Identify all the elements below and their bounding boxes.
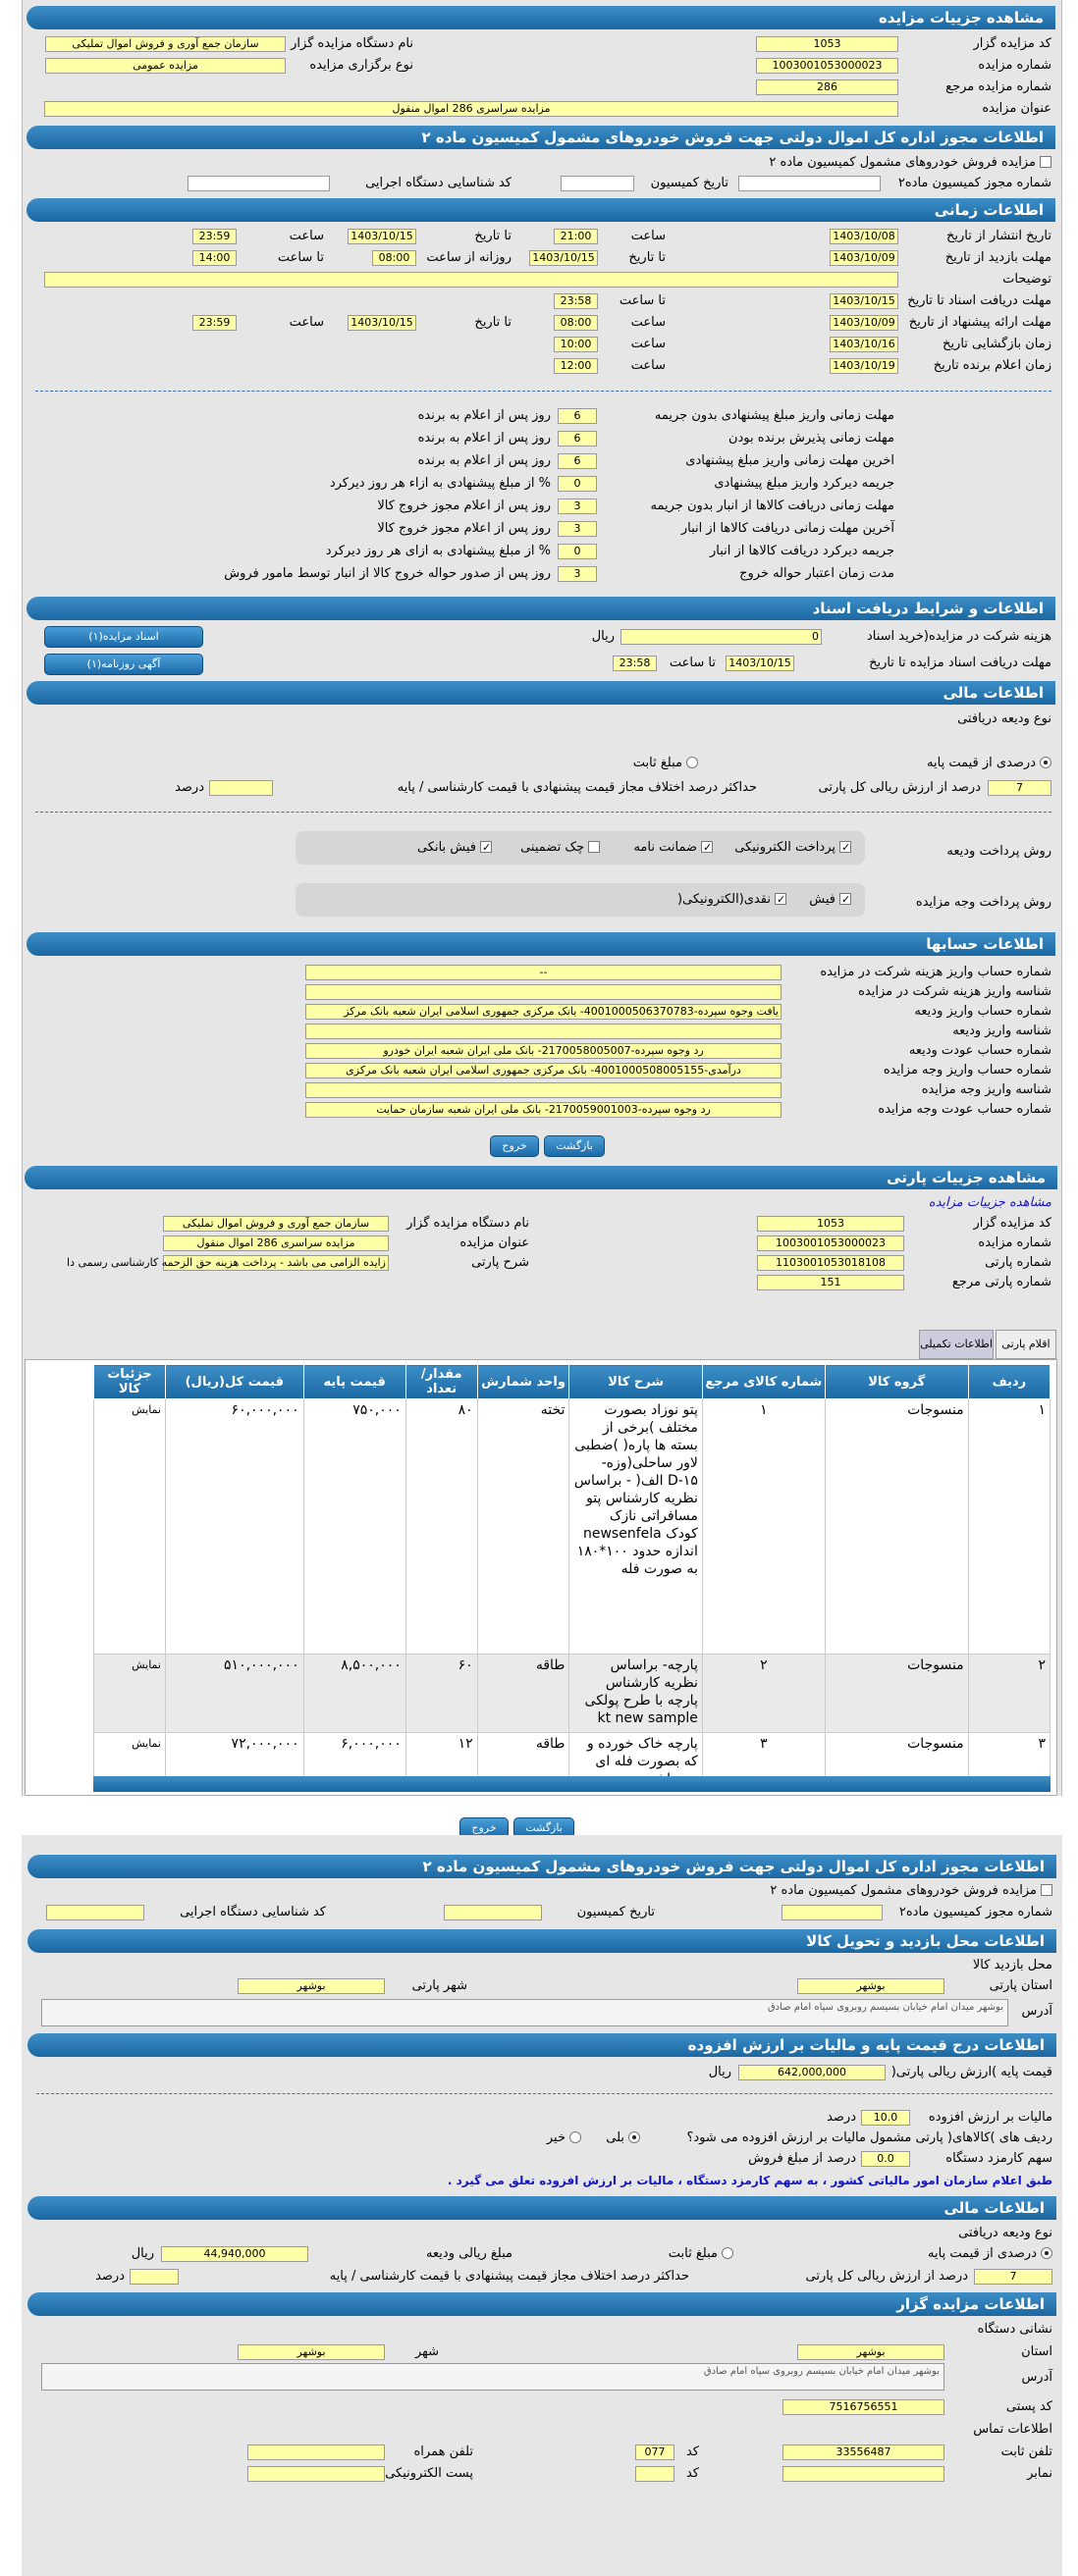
offer-to-time-field[interactable]: 23:59 <box>192 315 237 331</box>
price-pay-label: روش پرداخت وجه مزایده <box>915 895 1051 910</box>
vat-label: مالیات بر ارزش افزوده <box>928 2110 1052 2125</box>
code-field[interactable]: 077 <box>635 2445 674 2460</box>
exec-id-field[interactable] <box>188 176 330 191</box>
max-diff2-unit: درصد <box>95 2269 125 2284</box>
commission2-label: تاریخ کمیسیون <box>576 1905 655 1919</box>
method-label: فیش بانکی <box>416 840 476 855</box>
section-header-timing: اطلاعات زمانی <box>27 198 1055 222</box>
tab-items[interactable]: اقلام پارتی <box>996 1330 1056 1359</box>
method-electronic[interactable] <box>734 839 851 857</box>
account-field[interactable]: یافت وجوه سپرده-4001000506370783- بانک مرکزی جمهوری اسلامی ایران شعبه بانک مرکز <box>305 1004 782 1020</box>
visit-place-subtitle: محل بازدید کالا <box>972 1958 1052 1972</box>
deadline-label: مهلت دریافت اسناد مزایده تا تاریخ <box>869 656 1051 670</box>
deposit2-type-label: نوع ودیعه دریافتی <box>958 2226 1052 2240</box>
subject-label: عنوان مزایده <box>982 101 1051 116</box>
party-auction-no-label: شماره مزایده <box>978 1235 1051 1250</box>
table-footer-bar <box>93 1776 1051 1792</box>
vat-field[interactable]: 10.0 <box>861 2110 910 2126</box>
account-field[interactable] <box>305 984 782 1000</box>
fax-field[interactable] <box>782 2466 944 2482</box>
section-header-org-info: اطلاعات مزایده گزار <box>27 2292 1056 2316</box>
deposit-amount-field[interactable]: 44,940,000 <box>161 2246 308 2262</box>
col-header: واحد شمارش <box>477 1365 569 1399</box>
fee-share-label: سهم کارمزد دستگاه <box>945 2151 1052 2166</box>
fixed2-radio[interactable] <box>722 2247 733 2259</box>
method-cheque[interactable] <box>520 839 600 857</box>
vat-unit: درصد <box>827 2110 856 2125</box>
commission-date-label: تاریخ کمیسیون <box>650 176 728 190</box>
fixed-radio[interactable] <box>686 757 698 768</box>
deposit-percent-field[interactable]: 7 <box>988 780 1051 796</box>
fee-share-unit: درصد از مبلغ فروش <box>748 2151 856 2166</box>
fee-share-field[interactable]: 0.0 <box>861 2151 910 2167</box>
deposit-pay-label: روش پرداخت ودیعه <box>946 844 1051 859</box>
visit-daily-to-field[interactable]: 14:00 <box>192 250 237 266</box>
detail-link[interactable]: نمایش <box>94 1399 166 1655</box>
publish-time-label: ساعت <box>630 229 666 243</box>
method-bank-slip[interactable] <box>417 839 492 857</box>
org-name-field[interactable]: سازمان جمع آوری و فروش اموال تملیکی <box>45 36 286 52</box>
license-checkbox[interactable] <box>1040 156 1051 168</box>
visit-daily-from-field[interactable]: 08:00 <box>372 250 416 266</box>
party-org-name-label: نام دستگاه مزایده گزار <box>406 1216 529 1231</box>
table-row <box>94 1399 1051 1655</box>
vat-yes[interactable] <box>606 2129 640 2147</box>
method-label: نقدی(الکترونیکی( <box>676 892 771 907</box>
deposit-amount-label: مبلغ ریالی ودیعه <box>426 2246 512 2261</box>
percent2-label: درصدی از قیمت پایه <box>928 2246 1037 2261</box>
org-code-field[interactable]: 1053 <box>756 36 898 52</box>
commission-date-field[interactable] <box>561 176 634 191</box>
method-slip[interactable] <box>809 891 851 909</box>
account-label: شناسه واریز وجه مزایده <box>921 1082 1051 1097</box>
party-org-name-field[interactable]: سازمان جمع آوری و فروش اموال تملیکی <box>163 1216 389 1232</box>
deadline-unit: روز پس از اعلام مجوز خروج کالا <box>377 521 551 536</box>
vat-no-radio[interactable] <box>569 2131 581 2143</box>
deadline-unit: % از مبلغ پیشنهادی به ازای هر روز دیرکرد <box>325 544 551 558</box>
phone-field[interactable]: 33556487 <box>782 2445 944 2460</box>
section-header-finance: اطلاعات مالی <box>27 681 1055 705</box>
cell-price: ۸,۵۰۰,۰۰۰ <box>303 1655 405 1733</box>
col-header: ردیف <box>968 1365 1050 1399</box>
max-diff-unit: درصد <box>175 780 204 795</box>
account-field[interactable]: درآمدی-4001000508005155- بانک مرکزی جمهوری اسلامی ایران شعبه بانک مرکزی <box>305 1063 782 1078</box>
party-ref-no-label: شماره پارتی مرجع <box>951 1275 1051 1289</box>
org-address-label: آدرس <box>1021 2370 1052 2385</box>
party-subject-field[interactable]: مزایده سراسری 286 اموال منقول <box>163 1235 389 1251</box>
offer-to-label: تا تاریخ <box>474 315 512 330</box>
col-header: قیمت کل(ریال) <box>165 1365 303 1399</box>
account-field[interactable]: رد وجوه سپرده-2170058005007- بانک ملی ایران شعبه ایران خودرو <box>305 1043 782 1059</box>
winner-time-field[interactable]: 12:00 <box>554 358 598 374</box>
account-label: شماره حساب واریز ودیعه <box>914 1004 1051 1019</box>
col-header: مقدار/ تعداد <box>405 1365 477 1399</box>
back-button[interactable]: بازگشت <box>544 1135 605 1157</box>
permit2-label: شماره مجوز کمیسیون ماده۲ <box>898 1905 1052 1919</box>
section-header-license-2: اطلاعات مجوز اداره کل اموال دولتی جهت فروش خودروهای مشمول کمیسیون ماده ۲ <box>27 1855 1056 1878</box>
deadline-label: آخرین مهلت زمانی دریافت کالاها از انبار <box>680 521 894 536</box>
account-label: شناسه واریز هزینه شرکت در مزایده <box>858 984 1051 999</box>
open-time-field[interactable]: 10:00 <box>554 337 598 352</box>
account-field[interactable]: -- <box>305 965 782 980</box>
fax-label: نمابر <box>1027 2466 1052 2481</box>
base-price-unit: ریال <box>708 2065 731 2079</box>
party-no-label: شماره پارتی <box>985 1255 1051 1270</box>
offer-time-label: ساعت <box>630 315 666 330</box>
mobile-field[interactable] <box>247 2445 385 2460</box>
cell-row: ۲ <box>968 1655 1050 1733</box>
cell-desc: پارچه- براساس نظریه کارشناس پارچه با طرح پولکی kt new sample <box>569 1655 702 1733</box>
cell-row: ۱ <box>968 1399 1050 1655</box>
commission2-field[interactable] <box>444 1905 542 1920</box>
org-city-label: شهر <box>414 2344 439 2359</box>
offer-to-field[interactable]: 1403/10/15 <box>348 315 416 331</box>
docs-deadline-label: مهلت دریافت اسناد تا تاریخ <box>907 293 1051 308</box>
deadline-label: مهلت زمانی پذیرش برنده بودن <box>728 431 894 446</box>
section-header-docs: اطلاعات و شرایط دریافت اسناد <box>27 597 1055 620</box>
deadline-date-field[interactable]: 1403/10/15 <box>726 656 794 671</box>
cell-qty: ۶۰ <box>405 1655 477 1733</box>
deadline-value[interactable]: 3 <box>558 521 597 537</box>
party-desc-label: شرح پارتی <box>471 1255 529 1270</box>
col-header: جزئیات کالا <box>94 1365 166 1399</box>
deadline-unit: روز پس از اعلام مجوز خروج کالا <box>377 499 551 513</box>
deposit-percent-unit: درصد از ارزش ریالی کل پارتی <box>818 780 981 795</box>
publish-to-time-label: ساعت <box>289 229 324 243</box>
col-header: گروه کالا <box>825 1365 968 1399</box>
checkbox[interactable] <box>839 841 851 853</box>
notice-download-button[interactable]: آگهی روزنامه(۱) <box>44 654 203 675</box>
permit-no-field[interactable] <box>738 176 881 191</box>
method-guarantee[interactable] <box>633 839 713 857</box>
docs-time-label: تا ساعت <box>619 293 666 308</box>
section-header-accounts: اطلاعات حسابها <box>27 932 1055 956</box>
auction-no-field[interactable]: 1003001053000023 <box>756 58 898 74</box>
deadline-time-label: تا ساعت <box>669 656 716 670</box>
deadline-label: مهلت زمانی واریز مبلغ پیشنهادی بدون جریمه <box>654 408 894 423</box>
exec-id2-field[interactable] <box>46 1905 144 1920</box>
base-price-field[interactable]: 642,000,000 <box>738 2065 886 2080</box>
party-no-field[interactable]: 1103001053018108 <box>757 1255 904 1271</box>
fixed-option[interactable] <box>633 755 698 772</box>
vat-note: طبق اعلام سازمان امور مالیاتی کشور ، به سهم کارمزد دستگاه ، مالیات بر ارزش افزوده تعلق می گیرد . <box>447 2174 1052 2187</box>
visit-to-field[interactable]: 1403/10/15 <box>529 250 598 266</box>
auction-no-label: شماره مزایده <box>978 58 1051 73</box>
account-label: شماره حساب عودت ودیعه <box>908 1043 1051 1058</box>
percent-option-label: درصدی از قیمت پایه <box>927 756 1036 770</box>
publish-to-field[interactable]: 1403/10/15 <box>348 229 416 244</box>
percent2-option[interactable] <box>928 2245 1052 2263</box>
license2-check-label: مزایده فروش خودروهای مشمول کمیسیون ماده ۲ <box>770 1883 1037 1898</box>
publish-label: تاریخ انتشار از تاریخ <box>945 229 1051 243</box>
phone-label: تلفن ثابت <box>1000 2445 1052 2459</box>
publish-to-time-field[interactable]: 23:59 <box>192 229 237 244</box>
cell-total: ۵۱۰,۰۰۰,۰۰۰ <box>165 1655 303 1733</box>
divider <box>36 2093 1052 2094</box>
deposit2-percent-field[interactable]: 7 <box>974 2269 1052 2285</box>
offer-from-field[interactable]: 1403/10/09 <box>830 315 898 331</box>
deadline-label: جریمه دیرکرد دریافت کالاها از انبار <box>710 544 894 558</box>
section-header-auction-details: مشاهده جزییات مزایده <box>27 6 1055 29</box>
col-header: قیمت پایه <box>303 1365 405 1399</box>
address-field[interactable]: بوشهر میدان امام خیابان بسیسم روبروی سپاه امام صادق <box>41 1999 1008 2026</box>
fixed2-label: مبلغ ثابت <box>668 2246 718 2261</box>
max-diff-label: حداکثر درصد اختلاف مجاز قیمت پیشنهادی با قیمت کارشناسی / پایه <box>397 780 757 795</box>
cell-qty: ۱۲ <box>405 1733 477 1792</box>
vat-no-label: خیر <box>546 2130 566 2145</box>
fee-field[interactable]: 0 <box>620 629 822 645</box>
fee-label: هزینه شرکت در مزایده(خرید اسناد <box>866 629 1051 644</box>
license2-checkbox[interactable] <box>1041 1884 1052 1896</box>
percent-option[interactable] <box>927 755 1051 772</box>
deadline-label: مدت زمان اعتبار حواله خروج <box>739 566 894 581</box>
province-field[interactable]: بوشهر <box>797 1978 944 1994</box>
deadline-time-field[interactable]: 23:58 <box>613 656 657 671</box>
mobile-label: تلفن همراه <box>413 2445 473 2459</box>
divider <box>35 391 1051 392</box>
fixed-option-label: مبلغ ثابت <box>632 756 682 770</box>
cell-desc: پتو نوزاد بصورت مختلف )برخی از بسته ها پاره( )ضطبی لاور ساحلی(وزه-D-۱۵ الف( - براساس نظریه کارشناس پتو مسافراتی نازک کودک newsenfela اندازه حدود ۱۰۰*۱۸۰ به صورت فله <box>569 1399 702 1655</box>
max-diff-field[interactable] <box>209 780 273 796</box>
license2-check-row[interactable] <box>770 1882 1052 1900</box>
cell-ref: ۲ <box>702 1655 825 1733</box>
org-city-field[interactable]: بوشهر <box>238 2344 385 2360</box>
section-header-base-price: اطلاعات درج قیمت پایه و مالیات بر ارزش افزوده <box>27 2033 1056 2057</box>
checkbox[interactable] <box>701 841 713 853</box>
license-check-row[interactable] <box>769 154 1051 172</box>
exit-button-2[interactable]: خروج <box>459 1817 509 1839</box>
cell-ref: ۱ <box>702 1399 825 1655</box>
cell-total: ۶۰,۰۰۰,۰۰۰ <box>165 1399 303 1655</box>
party-tabs <box>919 1330 1056 1359</box>
auction-details-link[interactable]: مشاهده جزییات مزایده <box>928 1195 1051 1210</box>
exec-id2-label: کد شناسایی دستگاه اجرایی <box>180 1905 326 1919</box>
deadline-value[interactable]: 0 <box>558 544 597 559</box>
winner-date-field[interactable]: 1403/10/19 <box>830 358 898 374</box>
permit2-field[interactable] <box>782 1905 883 1920</box>
section-header-visit-place: اطلاعات محل بازدید و تحویل کالا <box>27 1929 1056 1953</box>
org-address-title: نشانی دستگاه <box>977 2322 1052 2337</box>
method-label: ضمانت نامه <box>633 840 697 855</box>
party-auction-no-field[interactable]: 1003001053000023 <box>757 1235 904 1251</box>
deadline-label: مهلت زمانی دریافت کالاها از انبار بدون جریمه <box>650 499 894 513</box>
method-label: چک تضمینی <box>520 840 584 855</box>
cell-desc: پارچه خاک خورده و که بصورت فله ای <box>569 1733 702 1792</box>
method-cash[interactable] <box>677 891 786 909</box>
percent-radio[interactable] <box>1040 757 1051 768</box>
account-label: شناسه واریز ودیعه <box>952 1024 1051 1038</box>
party-ref-no-field[interactable]: 151 <box>757 1275 904 1290</box>
back-button-2[interactable]: بازگشت <box>513 1817 574 1839</box>
vat-yes-label: بلی <box>606 2130 624 2145</box>
percent2-radio[interactable] <box>1041 2247 1052 2259</box>
checkbox[interactable] <box>839 893 851 905</box>
deadline-value[interactable]: 6 <box>558 431 597 447</box>
deadline-unit: روز پس از صدور حواله خروج کالا از انبار توسط مامور فروش <box>224 566 551 581</box>
visit-daily-to-label: تا ساعت <box>277 250 324 265</box>
city-field[interactable]: بوشهر <box>238 1978 385 1994</box>
checkbox[interactable] <box>480 841 492 853</box>
deadline-label: اخرین مهلت زمانی واریز مبلغ پیشنهادی <box>685 453 894 468</box>
table-header-row <box>94 1365 1051 1399</box>
type-label: نوع برگزاری مزایده <box>309 58 413 73</box>
deposit-amount-unit: ریال <box>131 2246 154 2261</box>
col-header: شماره کالای مرجع <box>702 1365 825 1399</box>
party-info-page <box>22 1835 1062 2576</box>
fax-code-field[interactable] <box>635 2466 674 2482</box>
account-label: شماره حساب عودت وجه مزایده <box>878 1102 1051 1117</box>
postal-field[interactable]: 7516756551 <box>782 2399 944 2415</box>
docs-deadline-field[interactable]: 1403/10/15 <box>830 293 898 309</box>
province-label: استان پارتی <box>989 1978 1052 1993</box>
subject-field[interactable]: مزایده سراسری 286 اموال منقول <box>44 101 898 117</box>
cell-group: منسوجات <box>825 1399 968 1655</box>
cell-unit: طاقه <box>477 1655 569 1733</box>
cell-price: ۶,۰۰۰,۰۰۰ <box>303 1733 405 1792</box>
deadline-unit: روز پس از اعلام به برنده <box>417 431 551 446</box>
deadline-label: جریمه دیرکرد واریز مبلغ پیشنهادی <box>714 476 894 491</box>
permit-no-label: شماره مجوز کمیسیون ماده۲ <box>897 176 1051 190</box>
base-price-label: قیمت پایه )ارزش ریالی پارتی( <box>890 2065 1052 2079</box>
section-header-finance-2: اطلاعات مالی <box>27 2196 1056 2220</box>
tab-tech-info[interactable]: اطلاعات تکمیلی <box>919 1330 994 1359</box>
account-label: شماره حساب واریز هزینه شرکت در مزایده <box>820 965 1051 979</box>
deposit-methods-box <box>296 831 865 865</box>
cell-unit: تخته <box>477 1399 569 1655</box>
docs-time-field[interactable]: 23:58 <box>554 293 598 309</box>
deadline-unit: روز پس از اعلام به برنده <box>417 408 551 423</box>
vat-question: ردیف های )کالاهای( پارتی مشمول مالیات بر ارزش افزوده می شود؟ <box>686 2130 1052 2145</box>
code-label: کد <box>685 2445 699 2459</box>
desc-field[interactable] <box>44 272 898 288</box>
checkbox[interactable] <box>775 893 786 905</box>
email-label: پست الکترونیکی <box>385 2466 473 2481</box>
docs-download-button[interactable]: اسناد مزایده(۱) <box>44 626 203 648</box>
vat-yes-radio[interactable] <box>628 2131 640 2143</box>
method-label: پرداخت الکترونیکی <box>734 840 835 855</box>
ref-no-field[interactable]: 286 <box>756 79 898 95</box>
cell-qty: ۸۰ <box>405 1399 477 1655</box>
section-header-license: اطلاعات مجوز اداره کل اموال دولتی جهت فروش خودروهای مشمول کمیسیون ماده ۲ <box>27 126 1055 149</box>
open-time-label: ساعت <box>630 337 666 351</box>
cell-price: ۷۵۰,۰۰۰ <box>303 1399 405 1655</box>
city-label: شهر پارتی <box>411 1978 467 1993</box>
deadline-value[interactable]: 3 <box>558 499 597 514</box>
items-panel <box>25 1359 1057 1796</box>
account-field[interactable] <box>305 1082 782 1098</box>
ref-no-label: شماره مزایده مرجع <box>945 79 1051 94</box>
offer-label: مهلت ارائه پیشنهاد از تاریخ <box>908 315 1051 330</box>
visit-label: مهلت بازدید از تاریخ <box>944 250 1051 265</box>
visit-to-label: تا تاریخ <box>628 250 666 265</box>
org-address-field[interactable]: بوشهر میدان امام خیابان بسیسم روبروی سپاه امام صادق <box>41 2363 944 2391</box>
deadline-value[interactable]: 0 <box>558 476 597 492</box>
cell-group: منسوجات <box>825 1733 968 1792</box>
detail-link[interactable]: نمایش <box>94 1733 166 1792</box>
cell-ref: ۳ <box>702 1733 825 1792</box>
postal-label: کد پستی <box>1005 2399 1052 2414</box>
account-label: شماره حساب واریز وجه مزایده <box>883 1063 1051 1078</box>
fee-unit: ریال <box>591 629 615 644</box>
type-field[interactable]: مزایده عمومی <box>45 58 286 74</box>
account-field[interactable] <box>305 1024 782 1039</box>
winner-time-label: ساعت <box>630 358 666 373</box>
deposit-type-label: نوع ودیعه دریافتی <box>957 711 1051 726</box>
visit-from-field[interactable]: 1403/10/09 <box>830 250 898 266</box>
max-diff2-field[interactable] <box>130 2269 179 2285</box>
party-subject-label: عنوان مزایده <box>459 1235 529 1250</box>
org-province-field[interactable]: بوشهر <box>797 2344 944 2360</box>
section-header-party: مشاهده جزییات پارتی <box>25 1166 1057 1189</box>
exit-button[interactable]: خروج <box>490 1135 539 1157</box>
org-code-label: کد مزایده گزار <box>973 36 1051 51</box>
main-page <box>22 0 1062 1796</box>
deadline-value[interactable]: 6 <box>558 453 597 469</box>
org-name-label: نام دستگاه مزایده گزار <box>291 36 413 51</box>
winner-label: زمان اعلام برنده تاریخ <box>933 358 1051 373</box>
max-diff2-label: حداکثر درصد اختلاف مجاز قیمت پیشنهادی با قیمت کارشناسی / پایه <box>329 2269 689 2284</box>
publish-to-label: تا تاریخ <box>474 229 512 243</box>
open-date-field[interactable]: 1403/10/16 <box>830 337 898 352</box>
method-label: فیش <box>809 892 835 907</box>
open-label: زمان بازگشایی تاریخ <box>943 337 1051 351</box>
exec-id-label: کد شناسایی دستگاه اجرایی <box>365 176 512 190</box>
price-methods-box <box>296 883 865 917</box>
party-org-code-label: کد مزایده گزار <box>973 1216 1051 1231</box>
org-province-label: استان <box>1021 2344 1052 2359</box>
detail-link[interactable]: نمایش <box>94 1655 166 1733</box>
checkbox[interactable] <box>588 841 600 853</box>
desc-label: توضیحات <box>1002 272 1051 287</box>
fax-code-label: کد <box>685 2466 699 2481</box>
col-header: شرح کالا <box>569 1365 702 1399</box>
cell-total: ۷۲,۰۰۰,۰۰۰ <box>165 1733 303 1792</box>
deadline-unit: روز پس از اعلام به برنده <box>417 453 551 468</box>
visit-daily-label: روزانه از ساعت <box>426 250 512 265</box>
vat-no[interactable] <box>547 2129 581 2147</box>
party-org-code-field[interactable]: 1053 <box>757 1216 904 1232</box>
email-field[interactable] <box>247 2466 385 2482</box>
cell-group: منسوجات <box>825 1655 968 1733</box>
deposit2-percent-unit: درصد از ارزش ریالی کل پارتی <box>805 2269 968 2284</box>
cell-unit: طاقه <box>477 1733 569 1792</box>
license-check-label: مزایده فروش خودروهای مشمول کمیسیون ماده ۲ <box>769 155 1036 170</box>
publish-time-field[interactable]: 21:00 <box>554 229 598 244</box>
deadline-value[interactable]: 6 <box>558 408 597 424</box>
cell-row: ۳ <box>968 1733 1050 1792</box>
contact-title: اطلاعات تماس <box>973 2422 1052 2437</box>
publish-from-field[interactable]: 1403/10/08 <box>830 229 898 244</box>
account-field[interactable]: رد وجوه سپرده-2170059001003- بانک ملی ایران شعبه سازمان حمایت <box>305 1102 782 1118</box>
deadline-unit: % از مبلغ پیشنهادی به ازاء هر روز دیرکرد <box>329 476 551 491</box>
offer-time-field[interactable]: 08:00 <box>554 315 598 331</box>
offer-to-time-label: ساعت <box>289 315 324 330</box>
table-row <box>94 1655 1051 1733</box>
divider <box>35 812 1051 813</box>
fixed2-option[interactable] <box>669 2245 733 2263</box>
deadline-value[interactable]: 3 <box>558 566 597 582</box>
items-table <box>93 1364 1051 1792</box>
party-desc-field[interactable]: زایده الزامی می باشد - پرداخت هزینه حق الزحمه کارشناسی رسمی دا <box>163 1255 389 1271</box>
address-label: آدرس <box>1021 2004 1052 2019</box>
